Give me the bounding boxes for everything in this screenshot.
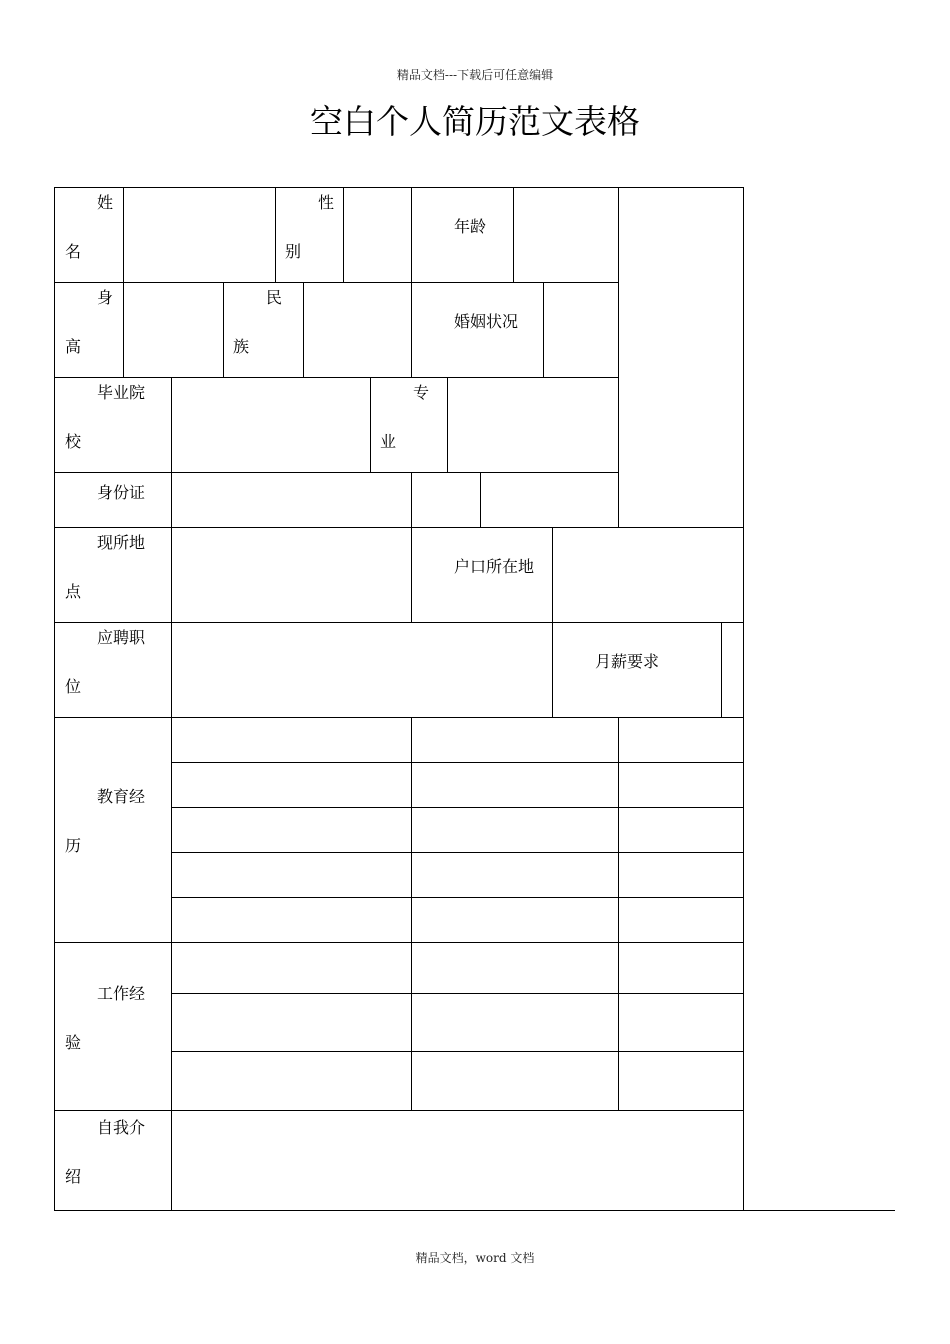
- label-position-part1: 应聘职: [97, 628, 146, 647]
- label-gender-part2: 别: [285, 242, 302, 261]
- col-divider: [618, 717, 619, 1111]
- label-current-address-part2: 点: [65, 582, 82, 601]
- label-self-intro-part1: 自我介: [97, 1118, 146, 1137]
- page-footer-note: 精品文档，word 文档: [415, 1251, 535, 1265]
- label-age: 年龄: [454, 217, 487, 236]
- col-divider: [411, 187, 412, 283]
- label-major-part2: 业: [380, 432, 397, 451]
- label-ethnicity-part1: 民: [266, 288, 283, 307]
- label-hukou-location: 户口所在地: [454, 557, 535, 576]
- blank-cell[interactable]: [481, 473, 618, 527]
- label-education-part1: 教育经: [97, 787, 146, 806]
- col-divider: [411, 717, 412, 1111]
- label-id-card: 身份证: [97, 483, 146, 502]
- document-title: 空白个人简历范文表格: [310, 102, 640, 141]
- label-height-part2: 高: [65, 337, 82, 356]
- label-work-experience-part1: 工作经: [97, 984, 146, 1003]
- row-divider: [171, 993, 744, 994]
- major-input-cell[interactable]: [448, 378, 618, 472]
- current-address-input-cell[interactable]: [172, 528, 411, 622]
- salary-input-cell[interactable]: [722, 623, 743, 717]
- col-divider: [411, 282, 412, 378]
- label-ethnicity-part2: 族: [233, 337, 250, 356]
- col-divider: [275, 187, 276, 283]
- label-position-part2: 位: [65, 677, 82, 696]
- col-divider: [370, 377, 371, 473]
- col-divider: [552, 622, 553, 718]
- row-divider: [54, 717, 744, 718]
- row-divider: [54, 942, 744, 943]
- table-border-bottom: [54, 1210, 895, 1211]
- position-input-cell[interactable]: [172, 623, 552, 717]
- row-divider: [171, 897, 744, 898]
- table-border-right: [743, 187, 744, 1211]
- marital-status-input-cell[interactable]: [544, 283, 618, 377]
- label-salary-requirement: 月薪要求: [595, 652, 660, 671]
- gender-input-cell[interactable]: [344, 188, 411, 282]
- label-current-address-part1: 现所地: [97, 533, 146, 552]
- age-input-cell[interactable]: [514, 188, 618, 282]
- ethnicity-input-cell[interactable]: [304, 283, 411, 377]
- label-school-part2: 校: [65, 432, 82, 451]
- col-divider: [223, 282, 224, 378]
- id-card-input-cell[interactable]: [172, 473, 411, 527]
- label-work-experience-part2: 验: [65, 1033, 82, 1052]
- label-education-part2: 历: [65, 836, 82, 855]
- self-intro-input-cell[interactable]: [172, 1111, 743, 1210]
- height-input-cell[interactable]: [124, 283, 223, 377]
- label-marital-status: 婚姻状况: [454, 312, 519, 331]
- hukou-input-cell[interactable]: [553, 528, 743, 622]
- blank-cell[interactable]: [412, 473, 480, 527]
- school-input-cell[interactable]: [172, 378, 370, 472]
- label-school-part1: 毕业院: [97, 383, 146, 402]
- label-height-part1: 身: [97, 288, 114, 307]
- name-input-cell[interactable]: [124, 188, 275, 282]
- label-name-part1: 姓: [97, 193, 114, 212]
- label-self-intro-part2: 绍: [65, 1167, 82, 1186]
- label-gender-part1: 性: [318, 193, 335, 212]
- row-divider: [171, 807, 744, 808]
- row-divider: [171, 1051, 744, 1052]
- table-border-left: [54, 187, 55, 1211]
- row-divider: [171, 852, 744, 853]
- label-major-part1: 专: [413, 383, 430, 402]
- col-divider: [411, 527, 412, 623]
- photo-cell[interactable]: [619, 188, 743, 527]
- page-header-note: 精品文档---下载后可任意编辑: [396, 68, 554, 82]
- row-divider: [171, 762, 744, 763]
- label-name-part2: 名: [65, 242, 82, 261]
